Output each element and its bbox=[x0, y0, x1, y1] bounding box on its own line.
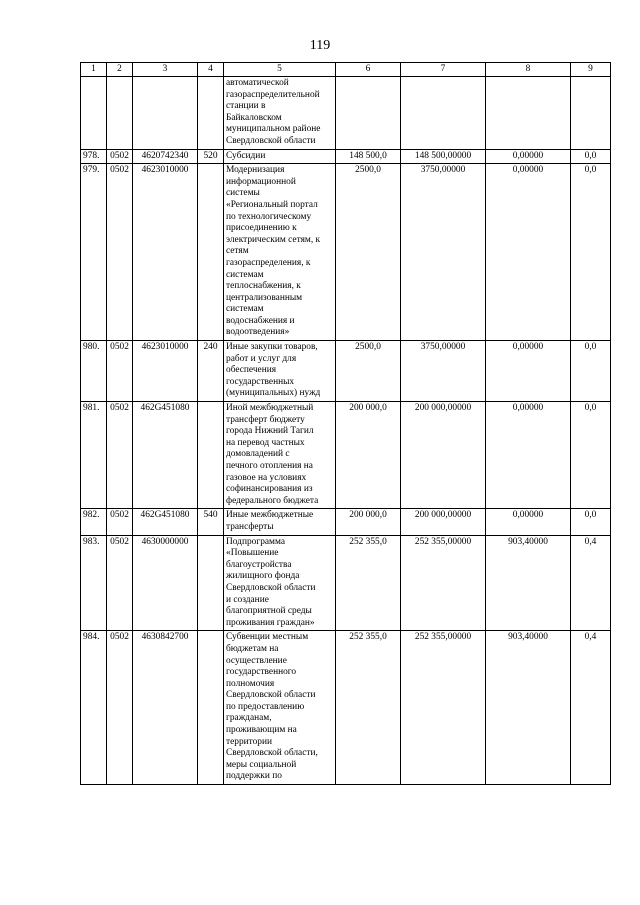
item-name-line: трансферт бюджету bbox=[226, 414, 305, 425]
item-name-line: Свердловской области bbox=[226, 582, 316, 593]
page-number: 119 bbox=[309, 38, 331, 53]
item-name-line: присоединению к bbox=[226, 223, 297, 234]
item-name-line: электрическим сетям, к bbox=[226, 234, 321, 245]
target-article-code-cell: 4630000000 bbox=[133, 535, 198, 631]
item-name-line: города Нижний Тагил bbox=[226, 426, 314, 437]
item-name-line: осуществление bbox=[226, 655, 287, 666]
item-name-line: водоснабжения и bbox=[226, 315, 295, 326]
item-name-line: централизованным bbox=[226, 292, 303, 303]
item-name-line: (муниципальных) нужд bbox=[226, 388, 321, 399]
table-row bbox=[81, 631, 611, 785]
row-number-cell: 978. bbox=[81, 149, 107, 164]
column-header: 4 bbox=[198, 63, 224, 77]
table-row bbox=[81, 535, 611, 631]
row-number-cell: 980. bbox=[81, 341, 107, 402]
planned-amount-cell: 3750,00000 bbox=[401, 164, 486, 341]
row-number-cell: 982. bbox=[81, 509, 107, 535]
item-name-line: поддержки по bbox=[226, 771, 282, 782]
item-name-line: газораспределительной bbox=[226, 89, 320, 100]
item-name-line: полномочия bbox=[226, 678, 275, 689]
approved-amount-cell: 2500,0 bbox=[336, 341, 401, 402]
item-name-line: по предоставлению bbox=[226, 701, 305, 712]
column-header: 7 bbox=[401, 63, 486, 77]
table-body bbox=[81, 77, 611, 785]
table-row bbox=[81, 509, 611, 535]
row-number-cell: 981. bbox=[81, 402, 107, 509]
approved-amount-cell: 252 355,0 bbox=[336, 631, 401, 785]
expense-type-code-cell: 240 bbox=[198, 341, 224, 402]
executed-amount-cell: 0,00000 bbox=[486, 149, 571, 164]
expense-type-code-cell bbox=[198, 631, 224, 785]
section-code-cell: 0502 bbox=[107, 341, 133, 402]
item-name-line: Свердловской области bbox=[226, 690, 316, 701]
item-name-line: системам bbox=[226, 304, 264, 315]
target-article-code-cell: 462G451080 bbox=[133, 509, 198, 535]
executed-amount-cell: 0,00000 bbox=[486, 509, 571, 535]
execution-percent-cell bbox=[571, 77, 611, 150]
target-article-code-cell: 4630842700 bbox=[133, 631, 198, 785]
expense-type-code-cell bbox=[198, 535, 224, 631]
item-name-line: бюджетам на bbox=[226, 643, 279, 654]
budget-table bbox=[80, 62, 611, 785]
item-name-line: Иной межбюджетный bbox=[226, 403, 314, 414]
item-name-cell bbox=[224, 164, 336, 341]
approved-amount-cell bbox=[336, 77, 401, 150]
column-header: 8 bbox=[486, 63, 571, 77]
item-name-line: Свердловской области bbox=[226, 135, 316, 146]
item-name-line: Подпрограмма bbox=[226, 536, 286, 547]
planned-amount-cell: 200 000,00000 bbox=[401, 509, 486, 535]
table-row bbox=[81, 77, 611, 150]
item-name-line: Модернизация bbox=[226, 165, 285, 176]
item-name-line: на перевод частных bbox=[226, 437, 305, 448]
execution-percent-cell: 0,4 bbox=[571, 535, 611, 631]
item-name-line: территории bbox=[226, 736, 273, 747]
item-name-line: благоприятной среды bbox=[226, 606, 312, 617]
item-name-line: и создание bbox=[226, 594, 269, 605]
item-name-line: обеспечения bbox=[226, 365, 277, 376]
item-name-cell bbox=[224, 535, 336, 631]
item-name-line: проживающим на bbox=[226, 725, 297, 736]
item-name-line: газораспределения, к bbox=[226, 257, 311, 268]
approved-amount-cell: 2500,0 bbox=[336, 164, 401, 341]
item-name-cell bbox=[224, 149, 336, 164]
approved-amount-cell: 200 000,0 bbox=[336, 509, 401, 535]
target-article-code-cell: 4620742340 bbox=[133, 149, 198, 164]
row-number-cell: 984. bbox=[81, 631, 107, 785]
item-name-line: работ и услуг для bbox=[226, 353, 297, 364]
row-number-cell: 979. bbox=[81, 164, 107, 341]
item-name-cell bbox=[224, 631, 336, 785]
row-number-cell: 983. bbox=[81, 535, 107, 631]
item-name-line: трансферты bbox=[226, 521, 274, 532]
column-header: 3 bbox=[133, 63, 198, 77]
approved-amount-cell: 148 500,0 bbox=[336, 149, 401, 164]
table-header-row bbox=[81, 63, 611, 77]
executed-amount-cell: 0,00000 bbox=[486, 164, 571, 341]
item-name-line: системы bbox=[226, 188, 260, 199]
expense-type-code-cell bbox=[198, 164, 224, 341]
item-name-line: благоустройства bbox=[226, 559, 292, 570]
planned-amount-cell bbox=[401, 77, 486, 150]
item-name-line: автоматической bbox=[226, 78, 289, 88]
table-row bbox=[81, 164, 611, 341]
item-name-line: Иные межбюджетные bbox=[226, 510, 314, 521]
item-name-line: водоотведения» bbox=[226, 327, 290, 338]
planned-amount-cell: 200 000,00000 bbox=[401, 402, 486, 509]
expense-type-code-cell: 540 bbox=[198, 509, 224, 535]
item-name-line: государственных bbox=[226, 376, 295, 387]
item-name-line: Иные закупки товаров, bbox=[226, 342, 318, 353]
item-name-line: печного отопления на bbox=[226, 461, 313, 471]
column-header: 9 bbox=[571, 63, 611, 77]
item-name-line: Свердловской области, bbox=[226, 748, 318, 759]
table-row bbox=[81, 149, 611, 164]
section-code-cell: 0502 bbox=[107, 509, 133, 535]
item-name-line: проживания граждан» bbox=[226, 617, 315, 628]
planned-amount-cell: 148 500,00000 bbox=[401, 149, 486, 164]
item-name-line: газовое на условиях bbox=[226, 472, 307, 483]
item-name-line: «Повышение bbox=[226, 548, 279, 559]
executed-amount-cell: 903,40000 bbox=[486, 631, 571, 785]
approved-amount-cell: 252 355,0 bbox=[336, 535, 401, 631]
execution-percent-cell: 0,0 bbox=[571, 341, 611, 402]
item-name-cell bbox=[224, 341, 336, 402]
item-name-line: меры социальной bbox=[226, 759, 297, 770]
target-article-code-cell: 462G451080 bbox=[133, 402, 198, 509]
section-code-cell bbox=[107, 77, 133, 150]
item-name-line: жилищного фонда bbox=[226, 571, 300, 582]
execution-percent-cell: 0,0 bbox=[571, 164, 611, 341]
executed-amount-cell: 903,40000 bbox=[486, 535, 571, 631]
table-row bbox=[81, 341, 611, 402]
column-header: 2 bbox=[107, 63, 133, 77]
column-header: 6 bbox=[336, 63, 401, 77]
target-article-code-cell bbox=[133, 77, 198, 150]
item-name-line: гражданам, bbox=[226, 713, 272, 724]
item-name-line: «Региональный портал bbox=[226, 199, 318, 210]
table-row bbox=[81, 402, 611, 509]
row-number-cell bbox=[81, 77, 107, 150]
planned-amount-cell: 252 355,00000 bbox=[401, 535, 486, 631]
planned-amount-cell: 3750,00000 bbox=[401, 341, 486, 402]
item-name-line: Субсидии bbox=[226, 150, 266, 161]
expense-type-code-cell: 520 bbox=[198, 149, 224, 164]
item-name-cell bbox=[224, 402, 336, 509]
execution-percent-cell: 0,0 bbox=[571, 149, 611, 164]
execution-percent-cell: 0,0 bbox=[571, 402, 611, 509]
target-article-code-cell: 4623010000 bbox=[133, 341, 198, 402]
section-code-cell: 0502 bbox=[107, 164, 133, 341]
section-code-cell: 0502 bbox=[107, 535, 133, 631]
execution-percent-cell: 0,4 bbox=[571, 631, 611, 785]
approved-amount-cell: 200 000,0 bbox=[336, 402, 401, 509]
item-name-line: домовладений с bbox=[226, 449, 290, 460]
executed-amount-cell: 0,00000 bbox=[486, 341, 571, 402]
item-name-line: муниципальном районе bbox=[226, 124, 321, 135]
item-name-line: информационной bbox=[226, 176, 296, 187]
item-name-line: Субвенции местным bbox=[226, 632, 309, 643]
item-name-cell bbox=[224, 77, 336, 150]
item-name-line: системам bbox=[226, 269, 264, 280]
expense-type-code-cell bbox=[198, 77, 224, 150]
item-name-line: софинансирования из bbox=[226, 484, 313, 495]
item-name-line: по технологическому bbox=[226, 211, 312, 222]
expense-type-code-cell bbox=[198, 402, 224, 509]
column-header: 5 bbox=[224, 63, 336, 77]
section-code-cell: 0502 bbox=[107, 149, 133, 164]
item-name-line: теплоснабжения, к bbox=[226, 281, 301, 292]
executed-amount-cell bbox=[486, 77, 571, 150]
section-code-cell: 0502 bbox=[107, 402, 133, 509]
item-name-cell bbox=[224, 509, 336, 535]
item-name-line: государственного bbox=[226, 667, 297, 678]
item-name-line: сетям bbox=[226, 246, 249, 257]
item-name-line: Байкаловском bbox=[226, 112, 282, 123]
execution-percent-cell: 0,0 bbox=[571, 509, 611, 535]
planned-amount-cell: 252 355,00000 bbox=[401, 631, 486, 785]
item-name-line: федерального бюджета bbox=[226, 495, 319, 506]
column-header: 1 bbox=[81, 63, 107, 77]
section-code-cell: 0502 bbox=[107, 631, 133, 785]
target-article-code-cell: 4623010000 bbox=[133, 164, 198, 341]
executed-amount-cell: 0,00000 bbox=[486, 402, 571, 509]
item-name-line: станции в bbox=[226, 101, 266, 112]
